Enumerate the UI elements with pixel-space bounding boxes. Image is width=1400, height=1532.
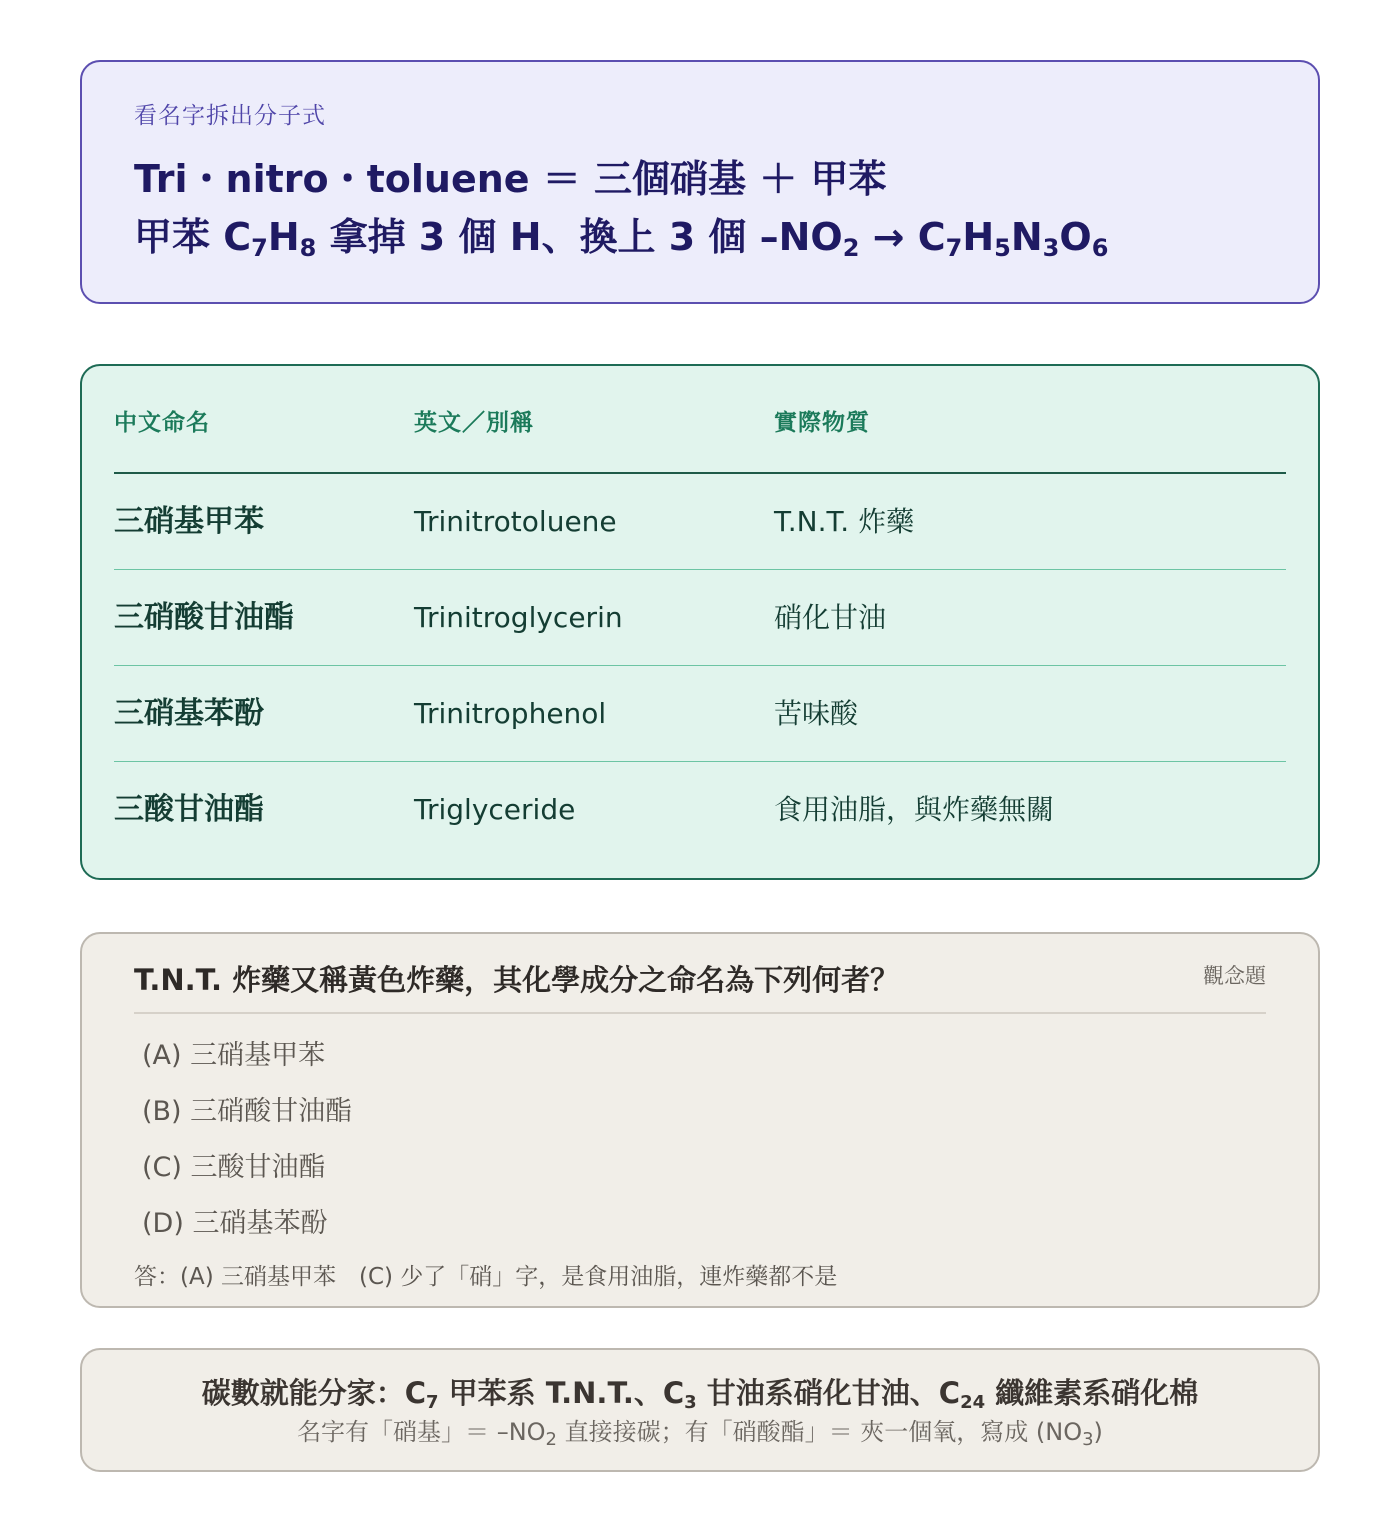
quiz-option-a[interactable]: (A) 三硝基甲苯 [142, 1040, 326, 1071]
cell-substance: T.N.T. 炸藥 [774, 505, 915, 538]
quiz-options [134, 1014, 1266, 1252]
formula-text: O [1059, 215, 1092, 259]
formula-subscript: 7 [251, 234, 268, 262]
cell-chinese-name: 三硝酸甘油酯 [114, 600, 294, 635]
formula-text: → C [859, 215, 946, 259]
header-english-name: 英文／別稱 [414, 410, 534, 436]
cell-english-name: Triglyceride [414, 793, 576, 826]
formula-text: H [962, 215, 995, 259]
table-row [114, 666, 1286, 762]
summary-text: 直接接碳；有「硝酸酯」＝ 夾一個氧，寫成 (NO [557, 1418, 1083, 1446]
cell-english-name: Trinitrophenol [414, 697, 607, 730]
naming-eyebrow: 看名字拆出分子式 [134, 103, 326, 129]
table-row [114, 762, 1286, 857]
header-substance: 實際物質 [774, 410, 870, 436]
summary-text: 纖維素系硝化棉 [985, 1376, 1199, 1410]
naming-card [80, 60, 1320, 304]
quiz-tag: 觀念題 [1203, 964, 1266, 988]
cell-english-name: Trinitroglycerin [414, 601, 623, 634]
quiz-option-d[interactable]: (D) 三硝基苯酚 [142, 1208, 328, 1239]
formula-subscript: 2 [842, 234, 860, 262]
summary-subscript: 3 [684, 1392, 697, 1413]
naming-line-2 [134, 208, 1266, 266]
comparison-table [80, 364, 1320, 880]
cell-chinese-name: 三酸甘油酯 [114, 792, 264, 827]
formula-text: 拿掉 3 個 H、換上 3 個 –NO [316, 215, 843, 259]
summary-subscript: 24 [960, 1392, 986, 1413]
summary-line-2 [82, 1414, 1318, 1450]
quiz-answer: 答：(A) 三硝基甲苯 (C) 少了「硝」字，是食用油脂，連炸藥都不是 [134, 1264, 838, 1290]
formula-subscript: 7 [945, 234, 963, 262]
formula-text: H [267, 215, 300, 259]
formula-subscript: 5 [994, 234, 1011, 262]
table-row [114, 474, 1286, 570]
summary-text: 碳數就能分家：C [201, 1376, 427, 1410]
summary-text: 甘油系硝化甘油、C [696, 1376, 961, 1410]
cell-substance: 苦味酸 [774, 697, 859, 730]
summary-line-1 [82, 1372, 1318, 1414]
summary-text: 名字有「硝基」＝ –NO [297, 1418, 546, 1446]
table-row [114, 570, 1286, 666]
quiz-card [80, 932, 1320, 1308]
summary-card [80, 1348, 1320, 1472]
summary-text: 甲苯系 T.N.T.、C [438, 1376, 685, 1410]
quiz-header [134, 934, 1266, 1014]
cell-chinese-name: 三硝基苯酚 [114, 696, 264, 731]
summary-text: ) [1093, 1418, 1103, 1446]
header-chinese-name: 中文命名 [114, 410, 210, 436]
cell-chinese-name: 三硝基甲苯 [114, 504, 264, 539]
quiz-option-b[interactable]: (B) 三硝酸甘油酯 [142, 1096, 353, 1127]
quiz-question: T.N.T. 炸藥又稱黃色炸藥，其化學成分之命名為下列何者？ [134, 963, 900, 997]
formula-subscript: 8 [299, 234, 317, 262]
summary-subscript: 7 [426, 1392, 439, 1413]
formula-subscript: 3 [1042, 234, 1060, 262]
cell-substance: 硝化甘油 [774, 601, 887, 634]
table-header [114, 366, 1286, 474]
formula-text: 甲苯 C [134, 215, 252, 259]
naming-line-1: Tri・nitro・toluene ＝ 三個硝基 ＋ 甲苯 [134, 157, 887, 201]
quiz-option-c[interactable]: (C) 三酸甘油酯 [142, 1152, 326, 1183]
summary-subscript: 3 [1082, 1429, 1094, 1450]
formula-subscript: 6 [1091, 234, 1109, 262]
cell-english-name: Trinitrotoluene [414, 505, 617, 538]
cell-substance: 食用油脂，與炸藥無關 [774, 793, 1055, 826]
summary-subscript: 2 [545, 1429, 557, 1450]
formula-text: N [1010, 215, 1043, 259]
